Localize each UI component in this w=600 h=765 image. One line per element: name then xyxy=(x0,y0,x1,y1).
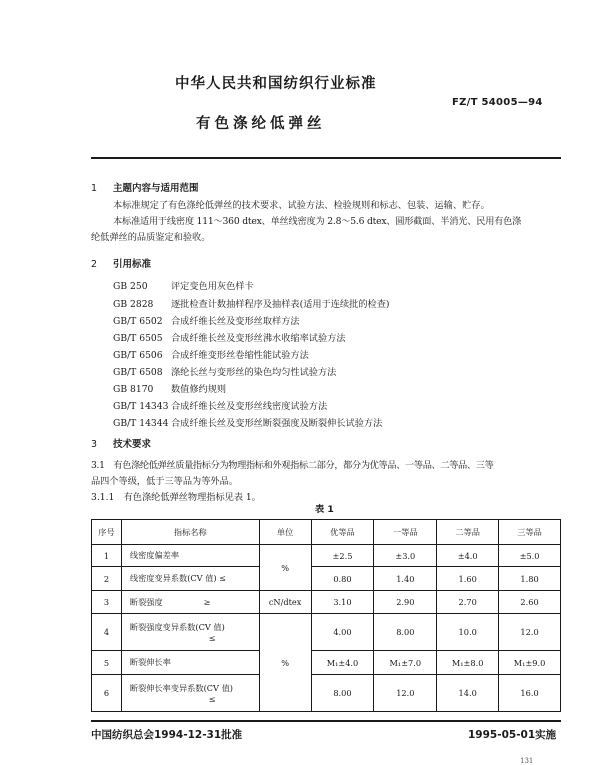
row-number: 5 xyxy=(92,651,122,675)
unit-cell: % xyxy=(259,614,311,712)
value-cell: 8.00 xyxy=(311,675,374,712)
table-row xyxy=(92,651,561,675)
reference-item: GB/T 6506 合成纤维变形丝卷缩性能试验方法 xyxy=(113,350,309,361)
reference-item: GB 2828 逐批检查计数抽样程序及抽样表(适用于连续批的检查) xyxy=(113,299,390,310)
index-name: 线密度偏差率 xyxy=(121,545,259,567)
row-number: 2 xyxy=(92,567,122,591)
table-header-cell: 指标名称 xyxy=(121,520,259,545)
table-header-cell: 三等品 xyxy=(499,520,561,545)
index-name: 断裂强度变异系数(CV 值) ≤ xyxy=(121,614,259,651)
table-caption: 表 1 xyxy=(315,504,334,515)
section-3-1-para-a: 3.1 有色涤纶低弹丝质量指标分为物理指标和外观指标二部分，都分为优等品、一等品、二等品、三等 xyxy=(91,460,494,471)
value-cell: M₁±4.0 xyxy=(311,651,374,675)
section-2-heading: 2 引用标准 xyxy=(91,259,152,270)
index-name: 断裂伸长率 xyxy=(121,651,259,675)
value-cell: 8.00 xyxy=(374,614,437,651)
industry-standard-heading: 中华人民共和国纺织行业标准 xyxy=(175,76,377,92)
table-header-cell: 单位 xyxy=(259,520,311,545)
section-3-1-1-para: 3.1.1 有色涤纶低弹丝物理指标见表 1。 xyxy=(91,492,261,503)
value-cell: ±3.0 xyxy=(374,545,437,567)
physical-indices-table xyxy=(91,519,561,712)
row-number: 6 xyxy=(92,675,122,712)
table-header-cell: 优等品 xyxy=(311,520,374,545)
approval-note: 中国纺织总会1994-12-31批准 xyxy=(91,729,243,741)
row-number: 4 xyxy=(92,614,122,651)
document-title: 有色涤纶低弹丝 xyxy=(196,116,326,132)
section-3-1-para-b: 品四个等级，低于三等品为等外品。 xyxy=(91,476,238,487)
value-cell: 2.60 xyxy=(499,591,561,614)
value-cell: ±5.0 xyxy=(499,545,561,567)
value-cell: ±4.0 xyxy=(437,545,499,567)
value-cell: M₁±8.0 xyxy=(437,651,499,675)
value-cell: 16.0 xyxy=(499,675,561,712)
reference-item: GB 8170 数值修约规则 xyxy=(113,384,227,395)
section-1-para-1: 本标准规定了有色涤纶低弹丝的技术要求、试验方法、检验规则和标志、包装、运输、贮存。 xyxy=(113,200,490,211)
value-cell: M₁±9.0 xyxy=(499,651,561,675)
reference-item: GB/T 14343 合成纤维长丝及变形丝线密度试验方法 xyxy=(113,401,328,412)
index-name: 线密度变异系数(CV 值) ≤ xyxy=(121,567,259,591)
section-1-heading: 1 主题内容与适用范围 xyxy=(91,183,199,194)
header-divider xyxy=(91,157,561,159)
table-header-cell: 序号 xyxy=(92,520,122,545)
table-header-cell: 一等品 xyxy=(374,520,437,545)
table-row xyxy=(92,675,561,712)
page-number: 131 xyxy=(520,757,534,765)
value-cell: 2.70 xyxy=(437,591,499,614)
value-cell: 1.80 xyxy=(499,567,561,591)
table-row xyxy=(92,591,561,614)
implementation-date: 1995-05-01实施 xyxy=(468,729,557,741)
reference-item: GB/T 6505 合成纤维长丝及变形丝沸水收缩率试验方法 xyxy=(113,333,346,344)
value-cell: 1.60 xyxy=(437,567,499,591)
value-cell: 12.0 xyxy=(499,614,561,651)
section-1-para-2a: 本标准适用于线密度 111～360 dtex、单丝线密度为 2.8～5.6 dtex、圆形截面、半消光、民用有色涤 xyxy=(113,216,522,227)
table-row xyxy=(92,567,561,591)
reference-item: GB/T 6502 合成纤维长丝及变形丝取样方法 xyxy=(113,316,300,327)
value-cell: 10.0 xyxy=(437,614,499,651)
table-header-cell: 二等品 xyxy=(437,520,499,545)
value-cell: 2.90 xyxy=(374,591,437,614)
value-cell: 12.0 xyxy=(374,675,437,712)
value-cell: 1.40 xyxy=(374,567,437,591)
section-3-heading: 3 技术要求 xyxy=(91,439,152,450)
value-cell: 4.00 xyxy=(311,614,374,651)
row-number: 1 xyxy=(92,545,122,567)
value-cell: 14.0 xyxy=(437,675,499,712)
index-name: 断裂强度 ≥ xyxy=(121,591,259,614)
table-row xyxy=(92,545,561,567)
reference-item: GB 250 评定变色用灰色样卡 xyxy=(113,281,254,292)
footer-divider xyxy=(91,720,561,722)
value-cell: M₁±7.0 xyxy=(374,651,437,675)
table-header-row xyxy=(92,520,561,545)
standard-code: FZ/T 54005—94 xyxy=(452,97,543,108)
unit-cell: cN/dtex xyxy=(259,591,311,614)
section-1-para-2b: 纶低弹丝的品质鉴定和验收。 xyxy=(91,232,211,243)
unit-cell: % xyxy=(259,545,311,591)
reference-item: GB/T 14344 合成纤维长丝及变形丝断裂强度及断裂伸长试验方法 xyxy=(113,418,383,429)
row-number: 3 xyxy=(92,591,122,614)
value-cell: 3.10 xyxy=(311,591,374,614)
value-cell: ±2.5 xyxy=(311,545,374,567)
table-row xyxy=(92,614,561,651)
value-cell: 0.80 xyxy=(311,567,374,591)
reference-item: GB/T 6508 涤纶长丝与变形丝的染色均匀性试验方法 xyxy=(113,367,337,378)
index-name: 断裂伸长率变异系数(CV 值) ≤ xyxy=(121,675,259,712)
